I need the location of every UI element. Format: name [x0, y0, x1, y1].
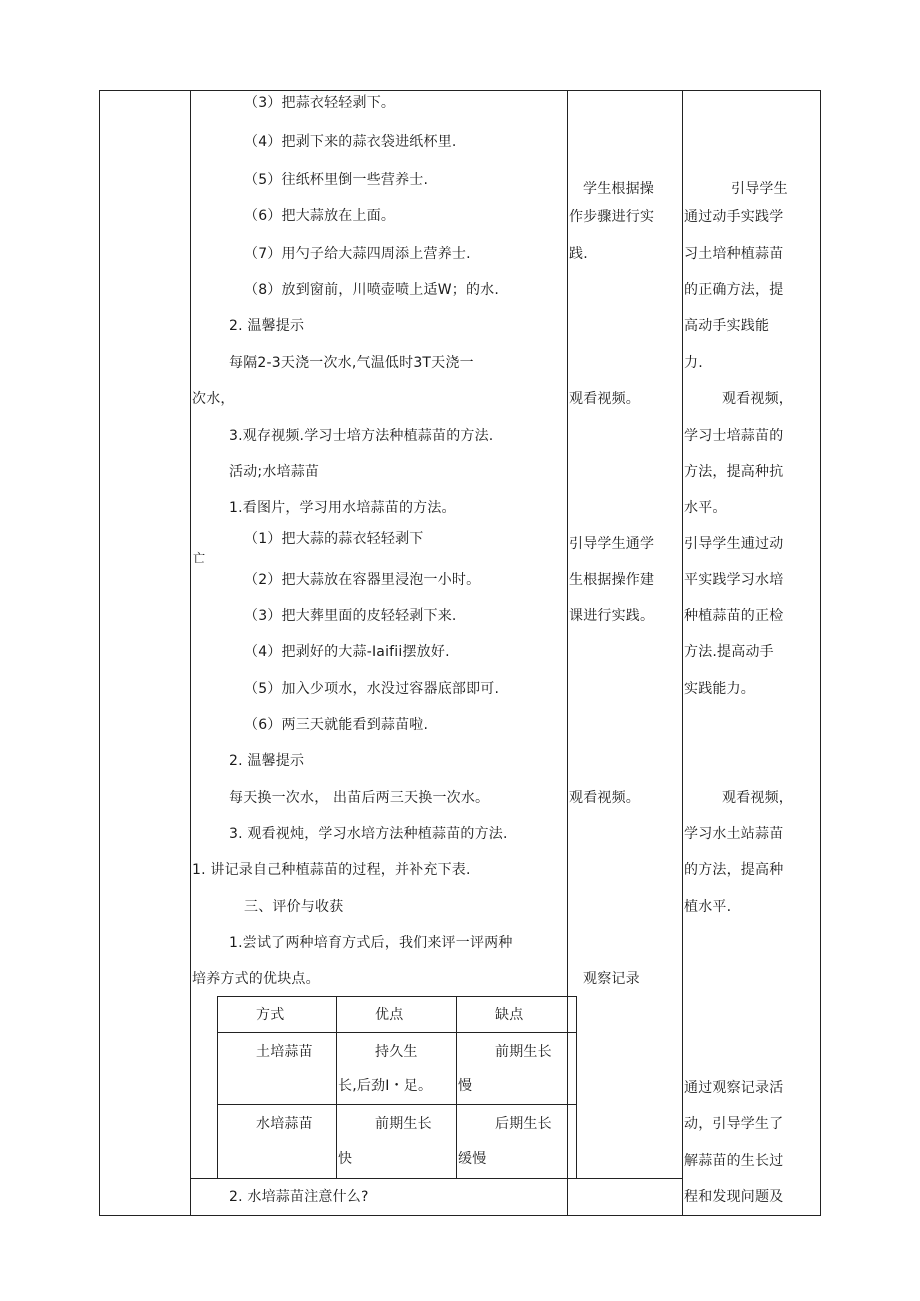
design-intent-text: 水平。	[684, 500, 727, 516]
inner-table-left	[217, 996, 218, 1178]
table-header-disadvantage: 缺点	[495, 1007, 524, 1023]
student-activity-text: 践.	[569, 246, 588, 262]
design-intent-text: 动，引导学生了	[684, 1116, 784, 1132]
step-text: （5）加入少项水，水没过容器底部即可.	[244, 681, 500, 697]
student-activity-text: 生根据操作建	[569, 572, 655, 588]
design-intent-text: 解蒜苗的生长过	[684, 1153, 784, 1169]
step-text: （6）两三天就能看到蒜苗啦.	[244, 717, 429, 733]
design-intent-text: 力.	[684, 355, 703, 371]
row-divider-bottom	[190, 1178, 682, 1179]
tip-heading: 2. 温馨提示	[229, 318, 305, 334]
step-text: （1）把大蒜的蒜衣轻轻剥下	[244, 531, 424, 547]
design-intent-text: 方法.提高动手	[684, 644, 774, 660]
table-cell-disadvantage: 缓慢	[458, 1151, 487, 1167]
table-cell-disadvantage: 后期生长	[495, 1116, 552, 1132]
design-intent-text: 通过观察记录活	[684, 1080, 784, 1096]
paragraph-text: 3. 观看视炖，学习水培方法种植蒜苗的方法.	[229, 826, 508, 842]
table-right-border	[820, 90, 821, 1215]
inner-table-right	[576, 996, 577, 1178]
student-activity-text: 学生根据操	[583, 181, 654, 197]
table-cell-advantage: 持久生	[375, 1044, 418, 1060]
paragraph-text: 1.看图片，学习用水培蒜苗的方法。	[229, 500, 456, 516]
table-top-border	[99, 90, 821, 91]
step-text: （4）把剥下来的蒜衣袋进纸杯里.	[244, 134, 457, 150]
inner-table-row-divider	[217, 1104, 576, 1105]
activity-heading: 活动;水培蒜苗	[229, 464, 320, 480]
paragraph-text: 次水，	[192, 391, 235, 407]
design-intent-text: 通过动手实践学	[684, 209, 784, 225]
design-intent-text: 的正确方法，提	[684, 282, 784, 298]
student-activity-text: 作步骤进行实	[569, 209, 655, 225]
step-text: （5）往纸杯里倒一些营养士.	[244, 172, 429, 188]
design-intent-text: 观看视频，	[722, 790, 793, 806]
column-divider-1	[190, 90, 191, 1215]
table-header-method: 方式	[256, 1007, 285, 1023]
tip-heading: 2. 温馨提示	[229, 753, 305, 769]
paragraph-text: 3.观存视频.学习士培方法种植蒜苗的方法.	[229, 428, 494, 444]
table-cell-method: 土培蒜苗	[256, 1044, 313, 1060]
inner-table-top	[217, 996, 576, 997]
step-text: （2）把大蒜放在容器里浸泡一小时。	[244, 572, 481, 588]
inner-table-col-2	[456, 996, 457, 1178]
design-intent-text: 植水平.	[684, 899, 732, 915]
column-divider-2	[567, 90, 568, 1215]
design-intent-text: 方法，提高种抗	[684, 464, 784, 480]
table-cell-disadvantage: 前期生长	[495, 1044, 552, 1060]
paragraph-text: 1. 讲记录自己种植蒜苗的过程，并补充下表.	[192, 862, 471, 878]
table-cell-disadvantage: 慢	[458, 1078, 473, 1094]
table-cell-method: 水培蒜苗	[256, 1116, 313, 1132]
paragraph-text: 培养方式的优块点。	[192, 971, 320, 987]
table-cell-advantage: 长,后劲I・足。	[338, 1078, 433, 1094]
student-activity-text: 观看视频。	[569, 790, 640, 806]
student-activity-text: 引导学生通学	[569, 536, 655, 552]
paragraph-text: 每隔2-3天浇一次水,气温低时3T天浇一	[229, 355, 474, 371]
step-text: （6）把大蒜放在上面。	[244, 208, 396, 224]
design-intent-text: 习土培种植蒜苗	[684, 246, 784, 262]
design-intent-text: 引导学生	[731, 181, 788, 197]
table-bottom-border	[99, 1215, 821, 1216]
step-text: （8）放到窗前，川喷壶喷上适W；的水.	[244, 282, 499, 298]
table-cell-advantage: 前期生长	[375, 1116, 432, 1132]
table-header-advantage: 优点	[375, 1007, 404, 1023]
design-intent-text: 观看视频，	[722, 391, 793, 407]
section-heading: 三、评价与收获	[244, 899, 344, 915]
design-intent-text: 的方法，提高种	[684, 862, 784, 878]
step-text: （3）把蒜衣轻轻剥下。	[244, 95, 396, 111]
inner-table-header-divider	[217, 1032, 576, 1033]
paragraph-text: 2. 水培蒜苗注意什么?	[229, 1189, 369, 1205]
student-activity-text: 观看视频。	[569, 391, 640, 407]
design-intent-text: 程和发现问题及	[684, 1189, 784, 1205]
design-intent-text: 高动手实践能	[684, 318, 770, 334]
student-activity-text: 观察记录	[583, 971, 640, 987]
step-text: （3）把大葬里面的皮轻轻剥下来.	[244, 608, 457, 624]
paragraph-text: 每天换一次水， 出苗后两三天换一次水。	[229, 790, 490, 806]
table-left-border	[99, 90, 100, 1215]
column-divider-3	[682, 90, 683, 1215]
design-intent-text: 学习水土站蒜苗	[684, 826, 784, 842]
design-intent-text: 种植蒜苗的正检	[684, 608, 784, 624]
student-activity-text: 课进行实践。	[569, 608, 655, 624]
paragraph-text: 1.尝试了两种培育方式后，我们来评一评两种	[229, 935, 513, 951]
design-intent-text: 学习士培蒜苗的	[684, 428, 784, 444]
step-text: （4）把剥好的大蒜-Iaifii摆放好.	[244, 644, 450, 660]
step-text: （7）用勺子给大蒜四周添上营养士.	[244, 246, 471, 262]
design-intent-text: 实践能力。	[684, 681, 755, 697]
inner-table-col-1	[336, 996, 337, 1178]
table-cell-advantage: 快	[338, 1151, 353, 1167]
design-intent-text: 引导学生逋过动	[684, 536, 784, 552]
design-intent-text: 平实践学习水培	[684, 572, 784, 588]
stray-mark: 亡	[193, 551, 206, 565]
